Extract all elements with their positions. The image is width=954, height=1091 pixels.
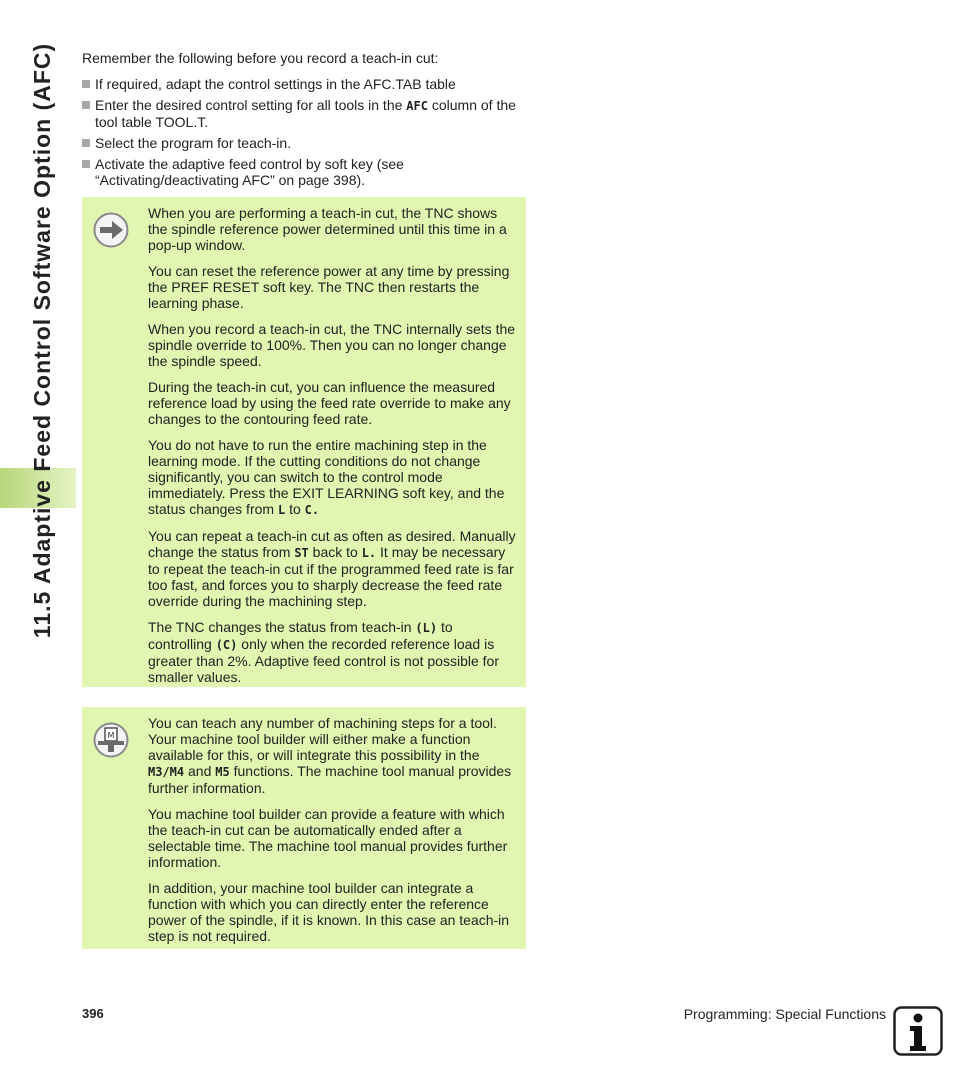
bullet-list (82, 76, 527, 188)
note-text: and (184, 763, 216, 779)
note-text: It may be necessary to repeat the teach-in cut if the programmed feed rate is far too fast, and forces you to sharply decrease the feed rate override during the machining step. (148, 544, 514, 609)
info-icon (893, 1006, 943, 1056)
note-text: The TNC changes the status from teach-in (148, 619, 416, 635)
bullet-square-icon (82, 139, 90, 147)
page-number: 396 (82, 1006, 104, 1021)
note-text: back to (308, 544, 362, 560)
code-afc: AFC (406, 99, 428, 113)
bullet-item (82, 97, 527, 130)
bullet-text: Activate the adaptive feed control by soft key (see “Activating/deactivating AFC” on page 398). (95, 156, 404, 188)
note-text: You can repeat a teach-in cut as often as desired. Manually change the status from (148, 528, 516, 560)
code-status: (C) (215, 638, 238, 652)
bullet-text: If required, adapt the control settings in the AFC.TAB table (95, 76, 456, 92)
note-text: to controlling (148, 619, 453, 652)
machine-tool-icon (93, 722, 129, 758)
note-box-machine-builder (82, 707, 526, 949)
side-chapter-title-text: 11.5 Adaptive Feed Control Software Option (AFC) (29, 42, 56, 638)
code-status: ST (294, 546, 309, 560)
note-paragraph: In addition, your machine tool builder can integrate a function with which you can directly enter the reference power of the spindle, if it is known. In this case an teach-in step is not required. (148, 880, 510, 944)
arrow-right-icon (93, 212, 129, 248)
bullet-text: Select the program for teach-in. (95, 135, 292, 151)
intro-text: Remember the following before you record a teach-in cut: (82, 50, 439, 66)
code-m5: M5 (215, 765, 230, 779)
note-text: You do not have to run the entire machining step in the learning mode. If the cutting conditions do not change significantly, you can switch to the control mode immediately. Press the EXIT LEARNING soft key, and the status changes from (148, 437, 505, 517)
note-paragraph (148, 528, 516, 609)
note-paragraph: You machine tool builder can provide a feature with which the teach-in cut can be automatically ended after a selectable time. The machine tool manual provides further information. (148, 806, 508, 870)
note-paragraph: During the teach-in cut, you can influence the measured reference load by using the feed rate override to make any changes to the contouring feed rate. (148, 379, 511, 427)
svg-text:M: M (107, 731, 115, 740)
note-paragraph: When you are performing a teach-in cut, the TNC shows the spindle reference power determined until this time in a pop-up window. (148, 205, 507, 253)
note-text: You can teach any number of machining steps for a tool. Your machine tool builder will either make a function available for this, or will integrate this possibility in the (148, 715, 497, 763)
bullet-text: Enter the desired control setting for all tools in the (95, 97, 407, 113)
code-status: C. (304, 503, 320, 517)
code-status: L (277, 503, 286, 517)
bullet-item (82, 76, 527, 92)
chapter-footer-title: Programming: Special Functions (683, 1006, 886, 1022)
main-content (82, 50, 527, 193)
note-text: to (285, 501, 305, 517)
note-text: functions. The machine tool manual provides further information. (148, 763, 512, 796)
code-m3-m4: M3/M4 (148, 765, 185, 779)
note-paragraph (148, 437, 516, 518)
note-text: only when the recorded reference load is greater than 2%. Adaptive feed control is not possible for smaller values. (148, 636, 499, 685)
bullet-square-icon (82, 160, 90, 168)
note-paragraph (148, 715, 516, 796)
side-chapter-title (24, 20, 62, 660)
note-paragraph: You can reset the reference power at any time by pressing the PREF RESET soft key. The TNC then restarts the learning phase. (148, 263, 510, 311)
note-paragraph (148, 619, 516, 685)
code-status: (L) (415, 621, 438, 635)
note-box-teach-in (82, 197, 526, 687)
bullet-square-icon (82, 80, 90, 88)
bullet-item (82, 156, 527, 188)
code-status: L. (361, 546, 377, 560)
bullet-item (82, 135, 527, 151)
bullet-square-icon (82, 101, 90, 109)
bullet-text: column of the tool table TOOL.T. (95, 97, 516, 130)
note-paragraph: When you record a teach-in cut, the TNC internally sets the spindle override to 100%. Then you can no longer change the spindle speed. (148, 321, 516, 369)
